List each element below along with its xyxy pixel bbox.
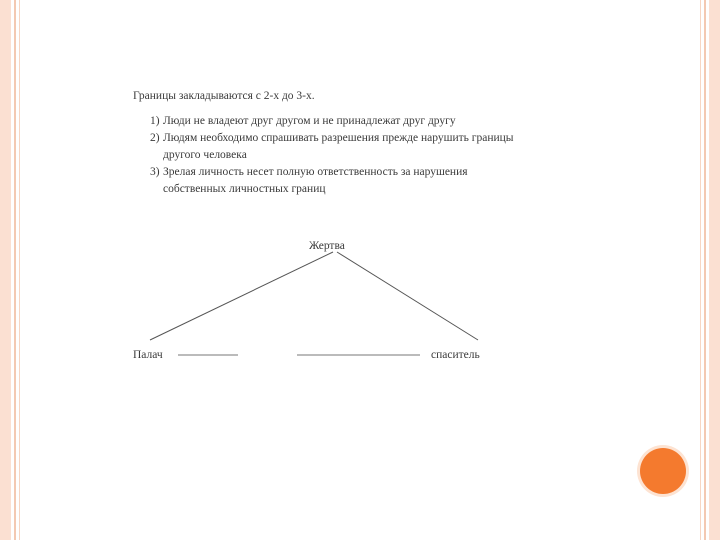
lead-text: Границы закладываются с 2-х до 3-х. <box>133 90 315 102</box>
rescuer-label: спаситель <box>431 349 480 361</box>
list-item-number: 3) <box>150 166 160 178</box>
list-item-number: 2) <box>150 132 160 144</box>
triangle-right-edge <box>337 252 478 340</box>
list-item-line: Зрелая личность несет полную ответственность за нарушения <box>163 166 468 178</box>
triangle-left-edge <box>150 252 333 340</box>
list-item-line: собственных личностных границ <box>163 183 326 195</box>
list-item-number: 1) <box>150 115 160 127</box>
accent-circle <box>640 448 686 494</box>
list-item-line: другого человека <box>163 149 247 161</box>
list-item-line: Люди не владеют друг другом и не принадлежат друг другу <box>163 115 456 127</box>
victim-label: Жертва <box>309 240 345 252</box>
persecutor-label: Палач <box>133 349 163 361</box>
list-item-line: Людям необходимо спрашивать разрешения прежде нарушить границы <box>163 132 514 144</box>
